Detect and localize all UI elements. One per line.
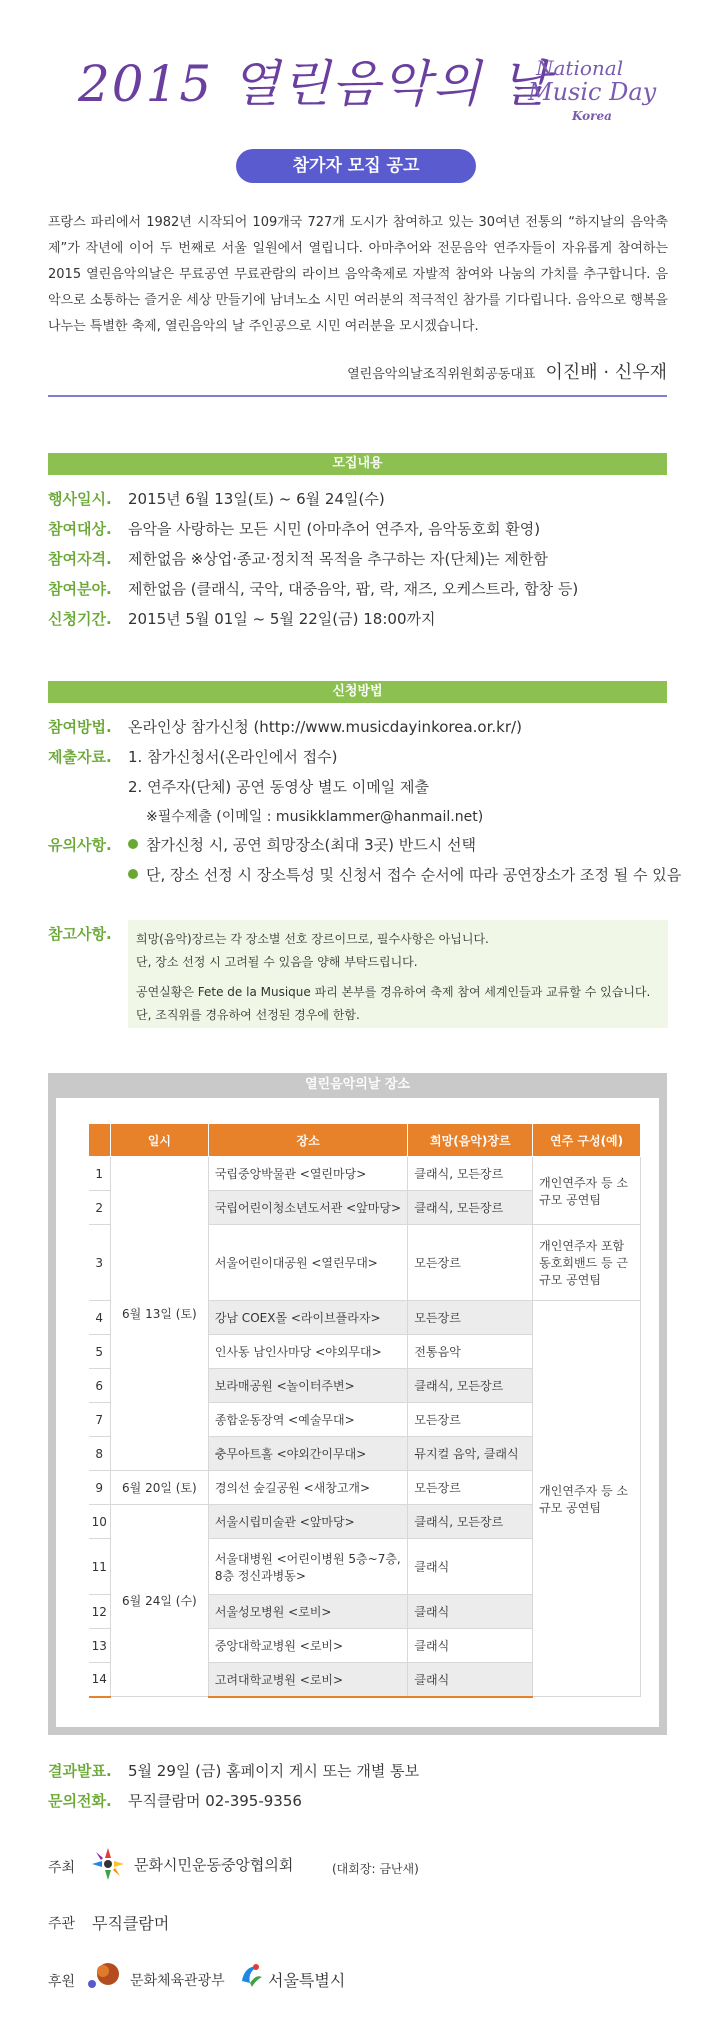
col-header-no — [89, 1124, 111, 1157]
table-header-row — [89, 1124, 641, 1157]
title-en-line-2: Music Day — [528, 78, 657, 106]
row-number: 3 — [89, 1225, 111, 1301]
venue-cell: 충무아트홀 <야외간이무대> — [208, 1437, 408, 1471]
genre-cell: 클래식 — [408, 1539, 533, 1595]
apply-caution-2: 단, 장소 선정 시 장소특성 및 신청서 접수 순서에 따라 공연장소가 조정 될 수 있음 — [146, 866, 682, 884]
venue-cell: 국립중앙박물관 <열린마당> — [208, 1157, 408, 1191]
apply-caution-2-row — [128, 864, 681, 886]
table-row — [89, 1157, 641, 1191]
recruit-value: 2015년 5월 01일 ~ 5월 22일(금) 18:00까지 — [128, 610, 436, 628]
row-number: 11 — [89, 1539, 111, 1595]
ministry-logo-icon — [86, 1960, 126, 1990]
host-name: 문화시민운동중앙협의회 — [134, 1856, 294, 1874]
sponsor-1: 문화체육관광부 — [130, 1973, 225, 1989]
result-value: 5월 29일 (금) 홈페이지 게시 또는 개별 통보 — [128, 1762, 420, 1780]
organizer-name: 무직클람머 — [92, 1914, 170, 1933]
recruit-label: 참여자격. — [48, 550, 112, 568]
result-row — [48, 1760, 419, 1781]
host-label: 주최 — [48, 1860, 76, 1876]
venue-table — [88, 1123, 641, 1698]
note-line-2: 단, 장소 선정 시 고려될 수 있음을 양해 부탁드립니다. — [136, 955, 418, 969]
recruit-item — [48, 518, 540, 540]
genre-cell: 모든장르 — [408, 1403, 533, 1437]
event-title-english — [528, 56, 656, 128]
row-number: 6 — [89, 1369, 111, 1403]
genre-cell: 클래식 — [408, 1663, 533, 1697]
recruit-item — [48, 608, 435, 630]
venue-cell: 중앙대학교병원 <로비> — [208, 1629, 408, 1663]
venue-cell: 보라매공원 <놀이터주변> — [208, 1369, 408, 1403]
recruit-section-bar: 모집내용 — [48, 453, 667, 475]
contact-label: 문의전화. — [48, 1792, 112, 1810]
header — [0, 38, 715, 148]
recruit-value: 음악을 사랑하는 모든 시민 (아마추어 연주자, 음악동호회 환영) — [128, 520, 541, 538]
recruit-label: 참여대상. — [48, 520, 112, 538]
apply-doc-note: ※필수제출 (이메일 : musikklammer@hanmail.net) — [146, 809, 484, 825]
apply-caution-1: 참가신청 시, 공연 희망장소(최대 3곳) 반드시 선택 — [146, 836, 476, 854]
apply-caution — [48, 834, 476, 856]
recruit-label: 행사일시. — [48, 490, 112, 508]
host-chair: (대회장: 금난새) — [332, 1862, 419, 1876]
venue-cell: 서울대병원 <어린이병원 5층~7층, 8층 정신과병동> — [208, 1539, 408, 1595]
row-number: 4 — [89, 1301, 111, 1335]
genre-cell: 클래식 — [408, 1595, 533, 1629]
apply-method-value[interactable]: 온라인상 참가신청 (http://www.musicdayinkorea.or.kr/) — [128, 718, 522, 736]
row-number: 9 — [89, 1471, 111, 1505]
row-number: 2 — [89, 1191, 111, 1225]
contact-value: 무직클람머 02-395-9356 — [128, 1792, 302, 1810]
note-label: 참고사항. — [48, 925, 112, 943]
venue-cell: 강남 COEX몰 <라이브플라자> — [208, 1301, 408, 1335]
genre-cell: 모든장르 — [408, 1225, 533, 1301]
col-header-group: 연주 구성(예) — [533, 1124, 641, 1157]
divider — [48, 395, 667, 397]
venue-cell: 서울성모병원 <로비> — [208, 1595, 408, 1629]
venue-cell: 서울어린이대공원 <열린무대> — [208, 1225, 408, 1301]
recruit-label: 신청기간. — [48, 610, 112, 628]
recruit-value: 2015년 6월 13일(토) ~ 6월 24일(수) — [128, 490, 385, 508]
genre-cell: 전통음악 — [408, 1335, 533, 1369]
apply-method — [48, 716, 522, 738]
apply-section-bar: 신청방법 — [48, 681, 667, 703]
recruit-item — [48, 578, 578, 600]
representatives — [347, 358, 667, 384]
recruit-value: 제한없음 ※상업·종교·정치적 목적을 추구하는 자(단체)는 제한함 — [128, 550, 548, 568]
date-cell: 6월 13일 (토) — [110, 1157, 208, 1471]
event-title: 2015 열린음악의 날 — [78, 55, 551, 113]
rep-names: 이진배 · 신우재 — [545, 362, 667, 383]
apply-docs — [48, 746, 337, 768]
col-header-date: 일시 — [110, 1124, 208, 1157]
venue-cell: 경의선 숲길공원 <새창고개> — [208, 1471, 408, 1505]
row-number: 8 — [89, 1437, 111, 1471]
sponsor-label: 후원 — [48, 1974, 76, 1990]
apply-method-label: 참여방법. — [48, 718, 112, 736]
row-number: 12 — [89, 1595, 111, 1629]
row-number: 7 — [89, 1403, 111, 1437]
venue-cell: 고려대학교병원 <로비> — [208, 1663, 408, 1697]
recruit-item — [48, 548, 548, 570]
genre-cell: 뮤지컬 음악, 클래식 — [408, 1437, 533, 1471]
intro-paragraph: 프랑스 파리에서 1982년 시작되어 109개국 727개 도시가 참여하고 있는 30여년 전통의 “하지날의 음악축제”가 작년에 이어 두 번째로 서울 일원에서 열립니다. 아마추어와 전문음악 연주자들이 자유롭게 참여하는 2015 열린음악의날은 무료공연 무료관람의 라이브 음악축제로 자발적 참여와 나눔의 가치를 추구합니다. 음악으로 소통하는 즐거운 세상 만들기에 남녀노소 시민 여러분의 적극적인 참가를 기다립니다. 음악으로 행복을 나누는 특별한 축제, 열린음악의 날 주인공으로 시민 여러분을 모시겠습니다. — [48, 215, 668, 334]
title-en-line-3: Korea — [572, 109, 612, 123]
organizer-label: 주관 — [48, 1916, 76, 1932]
row-number: 13 — [89, 1629, 111, 1663]
genre-cell: 클래식, 모든장르 — [408, 1191, 533, 1225]
date-cell: 6월 20일 (토) — [110, 1471, 208, 1505]
seoul-logo-icon — [238, 1961, 264, 1989]
col-header-venue: 장소 — [208, 1124, 408, 1157]
genre-cell: 클래식 — [408, 1629, 533, 1663]
group-cell: 개인연주자 등 소규모 공연팀 — [533, 1157, 641, 1225]
bullet-icon — [128, 869, 138, 879]
title-en-line-1: National — [536, 56, 624, 80]
recruit-label: 참여분야. — [48, 580, 112, 598]
row-number: 14 — [89, 1663, 111, 1697]
apply-doc-1: 1. 참가신청서(온라인에서 접수) — [128, 748, 338, 766]
genre-cell: 클래식, 모든장르 — [408, 1157, 533, 1191]
recruit-value: 제한없음 (클래식, 국악, 대중음악, 팝, 락, 재즈, 오케스트라, 합창 등) — [128, 580, 579, 598]
apply-caution-label: 유의사항. — [48, 836, 112, 854]
date-cell: 6월 24일 (수) — [110, 1505, 208, 1697]
sponsor-2: 서울특별시 — [268, 1971, 346, 1990]
venue-cell: 종합운동장역 <예술무대> — [208, 1403, 408, 1437]
note-line-1: 희망(음악)장르는 각 장소별 선호 장르이므로, 필수사항은 아닙니다. — [136, 932, 489, 946]
genre-cell: 클래식, 모든장르 — [408, 1369, 533, 1403]
venue-cell: 서울시립미술관 <앞마당> — [208, 1505, 408, 1539]
result-label: 결과발표. — [48, 1762, 112, 1780]
venue-cell: 인사동 남인사마당 <야외무대> — [208, 1335, 408, 1369]
note-line-4: 단, 조직위를 경유하여 선정된 경우에 한함. — [136, 1008, 360, 1022]
row-number: 1 — [89, 1157, 111, 1191]
apply-docs-label: 제출자료. — [48, 748, 112, 766]
genre-cell: 클래식, 모든장르 — [408, 1505, 533, 1539]
genre-cell: 모든장르 — [408, 1471, 533, 1505]
notice-label: 참가자 모집 공고 — [236, 149, 476, 183]
apply-doc-2: 2. 연주자(단체) 공연 동영상 별도 이메일 제출 — [128, 778, 429, 796]
row-number: 5 — [89, 1335, 111, 1369]
col-header-genre: 희망(음악)장르 — [408, 1124, 533, 1157]
venue-cell: 국립어린이청소년도서관 <앞마당> — [208, 1191, 408, 1225]
genre-cell: 모든장르 — [408, 1301, 533, 1335]
contact-row — [48, 1790, 302, 1811]
rep-org: 열린음악의날조직위원회공동대표 — [347, 367, 536, 382]
group-cell: 개인연주자 포함 동호회밴드 등 근규모 공연팀 — [533, 1225, 641, 1301]
group-cell: 개인연주자 등 소규모 공연팀 — [533, 1301, 641, 1697]
host-logo-icon — [90, 1846, 126, 1882]
row-number: 10 — [89, 1505, 111, 1539]
bullet-icon — [128, 839, 138, 849]
venue-section-title: 열린음악의날 장소 — [305, 1077, 410, 1092]
recruit-item — [48, 488, 385, 510]
note-line-3: 공연실황은 Fete de la Musique 파리 본부를 경유하여 축제 참여 세계인들과 교류할 수 있습니다. — [136, 985, 651, 999]
